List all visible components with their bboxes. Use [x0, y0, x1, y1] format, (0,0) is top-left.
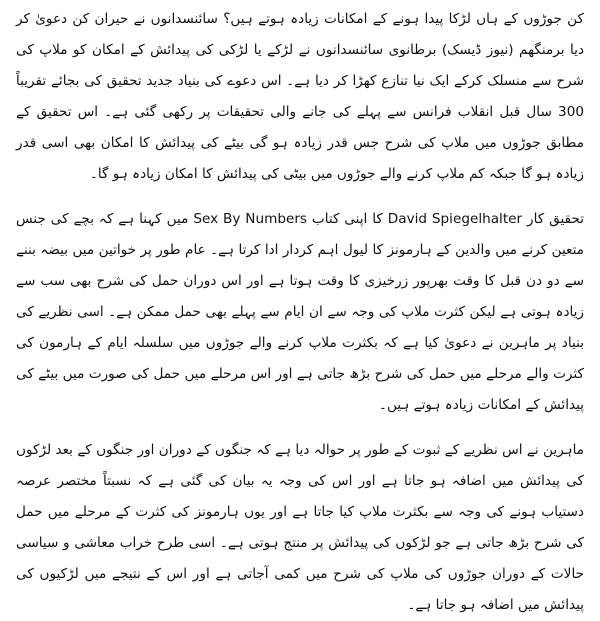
article-paragraph-2: تحقیق کار David Spiegelhalter کا اپنی کتاب Sex By Numbers میں کہنا ہے کہ بچے کی جنس متعین کرنے میں والدین کے ہارمونز کا لیول اہم کردار ادا کرتا ہے۔ عام طور پر خواتین میں بیضہ بننے سے دو دن قبل کا وقت بھرپور زرخیزی کا وقت ہوتا ہے اور اس دوران حمل کی شرح بھی سب سے زیادہ ہوتی ہے لیکن کثرت ملاپ کی وجہ سے ان ایام سے پہلے بھی حمل ممکن ہے۔ اسی نظریے کی بنیاد پر ماہرین نے دعویٰ کیا ہے کہ بکثرت ملاپ کرنے والے جوڑوں میں سلسلہ ایام کے ہارمون کی کثرت والے مرحلے میں حمل کی شرح بڑھ جاتی ہے اور اس مرحلے میں حمل کی صورت میں بیٹے کی پیدائش کے امکانات زیادہ ہوتے ہیں۔: [16, 211, 584, 413]
article-paragraph-1: کن جوڑوں کے ہاں لڑکا پیدا ہونے کے امکانات زیادہ ہوتے ہیں؟ سائنسدانوں نے حیران کن دعویٰ کر دیا برمنگھم (نیوز ڈیسک) برطانوی سائنسدانوں نے لڑکے یا لڑکی کی پیدائش کے امکان کو ملاپ کی شرح سے منسلک کرکے ایک نیا تنازع کھڑا کر دیا ہے۔ اس دعوے کی بنیاد جدید تحقیق کی بجائے تقریباً 300 سال قبل انقلاب فرانس سے پہلے کی جانے والی تحقیقات پر رکھی گئی ہے۔ اس تحقیق کے مطابق جوڑوں میں ملاپ کی شرح جس قدر زیادہ ہو گی بیٹے کی پیدائش کا امکان بھی اسی قدر زیادہ ہو گا جبکہ کم ملاپ کرنے والے جوڑوں میں بیٹی کی پیدائش کا امکان زیادہ ہو گا۔: [16, 11, 584, 182]
article-paragraph-3: ماہرین نے اس نظریے کے ثبوت کے طور پر حوالہ دیا ہے کہ جنگوں کے دوران اور جنگوں کے بعد لڑکوں کی پیدائش میں اضافہ ہو جاتا ہے اور اس کی وجہ یہ بیان کی گئی ہے کہ نسبتاً مختصر عرصہ دستیاب ہونے کی وجہ سے بکثرت ملاپ کیا جاتا ہے اور یوں ہارمونز کی کثرت کے مرحلے میں حمل کی شرح بڑھ جاتی ہے جو لڑکوں کی پیدائش پر منتج ہوتی ہے۔ اسی طرح خراب معاشی و سیاسی حالات کے دوران جوڑوں کی ملاپ کی شرح میں کمی آجاتی ہے اور اس کے نتیجے میں لڑکیوں کی پیدائش میں اضافہ ہو جاتا ہے۔: [16, 442, 584, 613]
